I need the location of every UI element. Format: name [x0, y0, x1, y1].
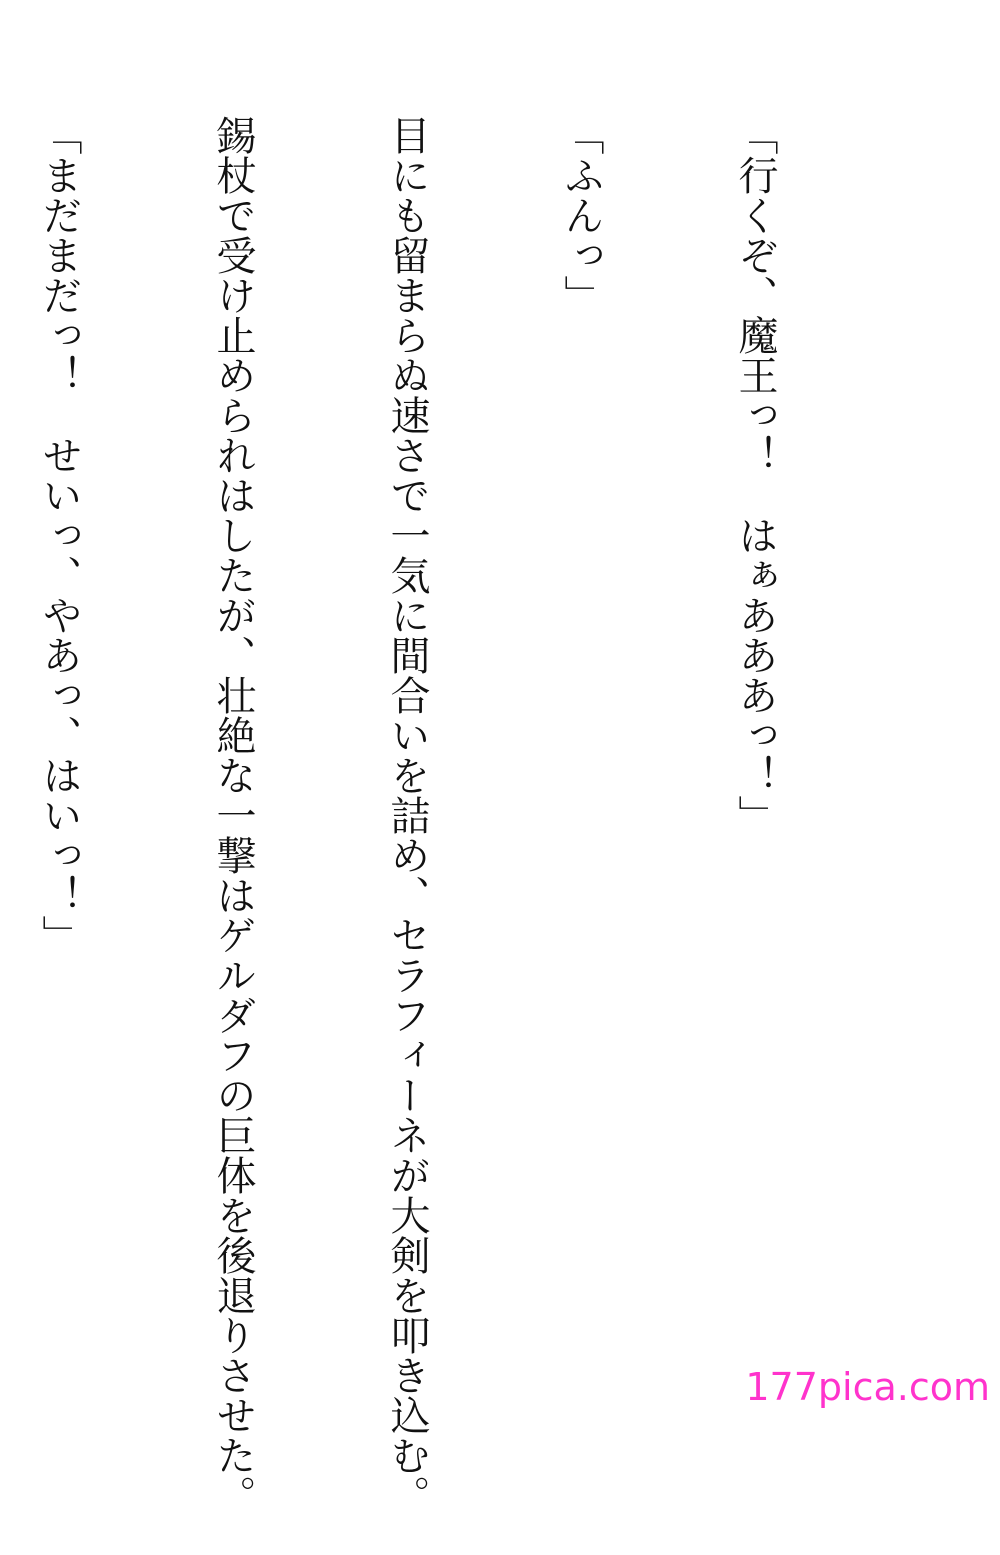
text-line: 「ふんっ」 [558, 115, 604, 315]
text-line: 「行くぞ、魔王っ！ はぁあああっ！」 [732, 115, 778, 835]
watermark: 177pica.com [745, 1365, 990, 1409]
text-line: 錫杖で受け止められはしたが、壮絶な一撃はゲルダフの巨体を後退りさせた。 [210, 115, 256, 1515]
text-line: 目にも留まらぬ速さで一気に間合いを詰め、セラフィーネが大剣を叩き込む。 [384, 115, 430, 1515]
text-line: 「まだまだっ！ せいっ、やあっ、はいっ！」 [36, 115, 82, 955]
